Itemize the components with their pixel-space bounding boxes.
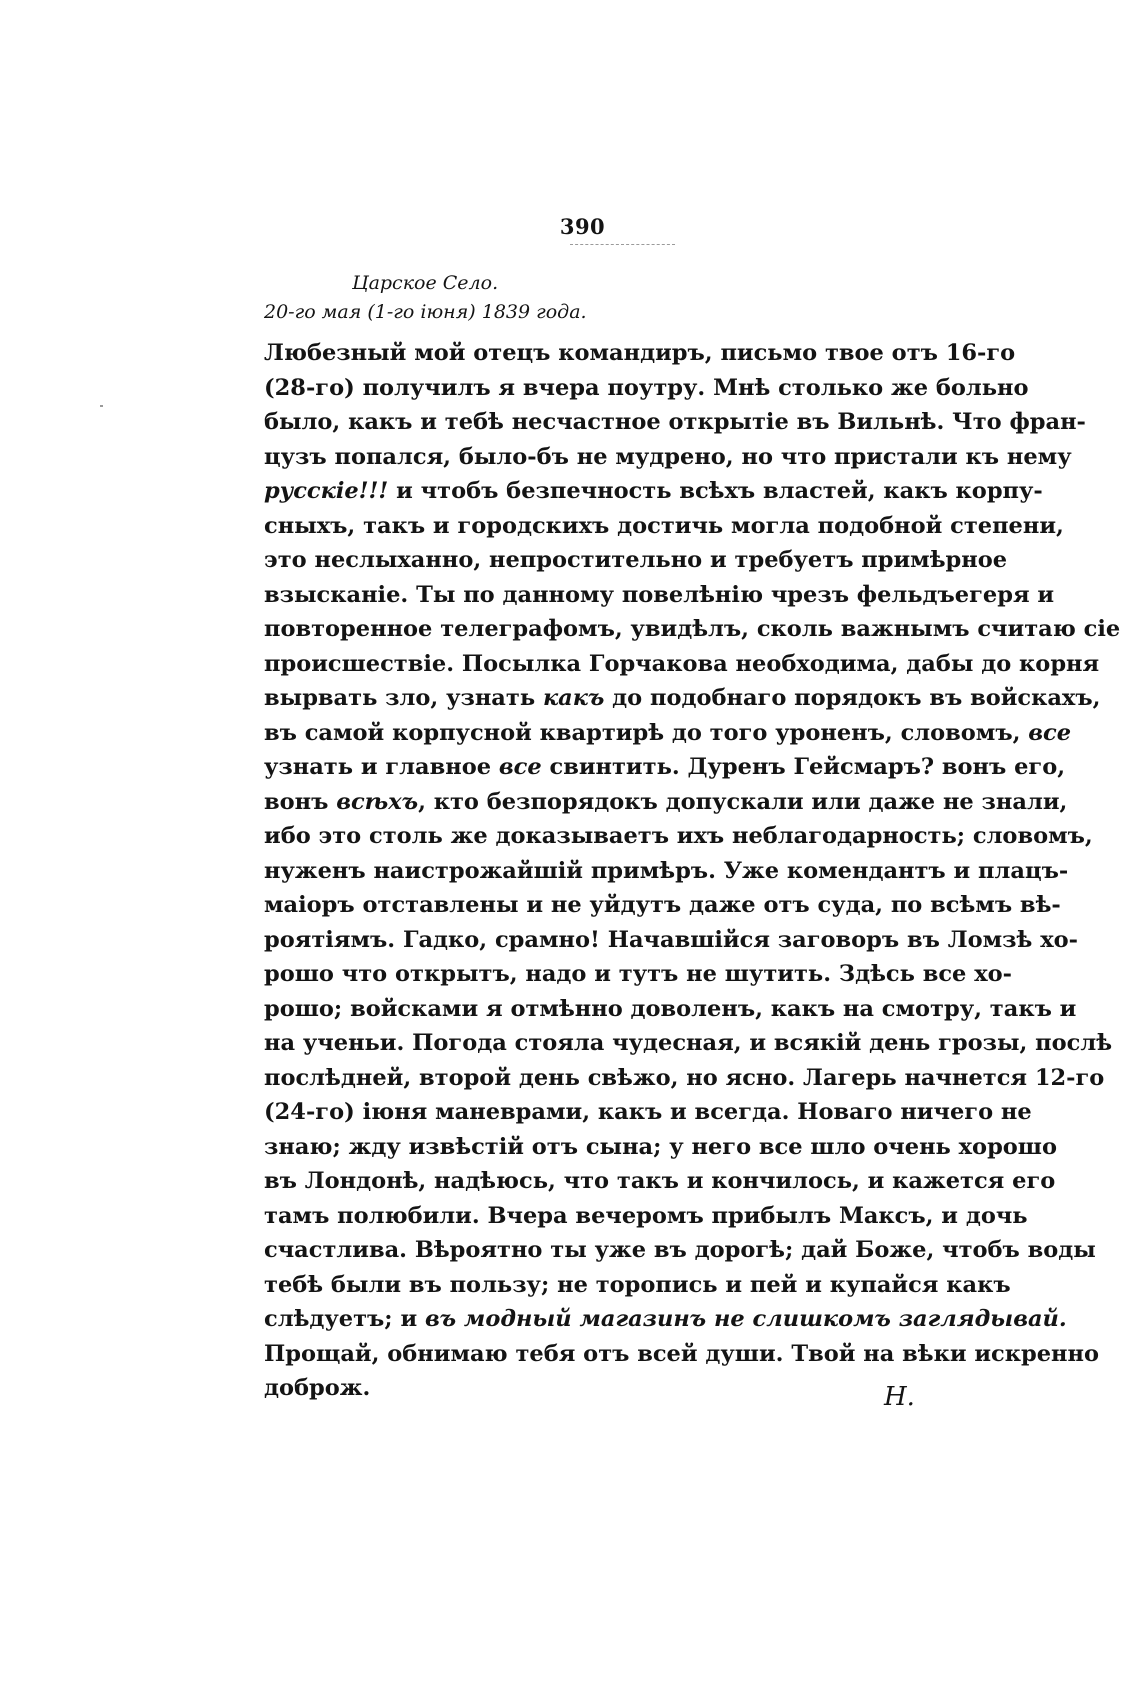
emphasized-text: все	[498, 754, 542, 780]
letter-line	[264, 1026, 1113, 1061]
letter-line	[264, 750, 1066, 785]
line-text: и чтобъ безпечность всѣхъ властей, какъ корпу-	[388, 478, 1043, 504]
line-text: послѣдней, второй день свѣжо, но ясно. Лагерь начнется 12-го	[264, 1064, 1105, 1091]
letter-line	[264, 992, 1077, 1027]
emphasized-text: все	[1028, 719, 1072, 746]
page-number-underline	[570, 244, 675, 245]
letter-line	[264, 1337, 1099, 1372]
line-text: Любезный мой отецъ командиръ, письмо твое отъ 16-го	[264, 340, 1016, 366]
heading-place: Царское Село.	[352, 272, 499, 294]
line-text: тамъ полюбили. Вчера вечеромъ прибылъ Максъ, и дочь	[264, 1202, 1028, 1229]
letter-line	[264, 1130, 1057, 1165]
line-text: рошо что открытъ, надо и тутъ не шутить. Здѣсь все хо-	[264, 961, 1012, 987]
line-text: взысканіе. Ты по данному повелѣнію чрезъ фельдъегеря и	[264, 581, 1055, 608]
line-text: доброж.	[264, 1375, 371, 1401]
emphasized-text: всѣхъ	[336, 788, 419, 815]
signature: Н.	[884, 1382, 915, 1412]
line-text: было, какъ и тебѣ несчастное открытіе въ Вильнѣ. Что фран-	[264, 409, 1086, 435]
letter-line	[264, 854, 1069, 889]
letter-line	[264, 923, 1078, 958]
line-text: узнать и главное	[264, 754, 499, 780]
letter-line	[264, 1061, 1105, 1096]
letter-body	[264, 336, 1121, 1406]
letter-line	[264, 1233, 1096, 1268]
letter-line	[264, 888, 1061, 923]
line-text: на ученьи. Погода стояла чудесная, и всякій день грозы, послѣ	[264, 1030, 1113, 1056]
line-text: въ самой корпусной квартирѣ до того уроненъ, словомъ,	[264, 719, 1029, 746]
letter-line	[264, 681, 1101, 716]
line-text: происшествіе. Посылка Горчакова необходима, дабы до корня	[264, 650, 1100, 677]
line-text: рошо; войсками я отмѣнно доволенъ, какъ на смотру, такъ и	[264, 995, 1077, 1022]
letter-line	[264, 336, 1016, 371]
letter-line	[264, 647, 1100, 682]
letter-line	[264, 440, 1072, 475]
line-text: ибо это столь же доказываетъ ихъ неблагодарность; словомъ,	[264, 823, 1093, 849]
letter-line	[264, 1199, 1028, 1234]
letter-line	[264, 1095, 1032, 1130]
line-text: (28-го) получилъ я вчера поутру. Мнѣ столько же больно	[264, 374, 1029, 401]
letter-line	[264, 509, 1064, 544]
line-text: знаю; жду извѣстій отъ сына; у него все шло очень хорошо	[264, 1133, 1057, 1160]
letter-line	[264, 819, 1093, 854]
letter-line	[264, 578, 1055, 613]
line-text: тебѣ были въ пользу; не торопись и пей и купайся какъ	[264, 1271, 1011, 1298]
emphasized-text: какъ	[542, 685, 605, 711]
letter-line	[264, 405, 1086, 440]
letter-line	[264, 543, 1008, 578]
line-text: цузъ попался, было-бъ не мудрено, но что пристали къ нему	[264, 443, 1072, 470]
line-text: повторенное телеграфомъ, увидѣлъ, сколь важнымъ считаю сіе	[264, 616, 1121, 642]
letter-line	[264, 1371, 967, 1406]
letter-line	[264, 785, 1068, 820]
line-text: нуженъ наистрожайшій примѣръ. Уже комендантъ и плацъ-	[264, 857, 1069, 884]
line-text: вырвать зло, узнать	[264, 685, 543, 711]
line-text: сныхъ, такъ и городскихъ достичь могла подобной степени,	[264, 512, 1064, 539]
letter-line	[264, 612, 1121, 647]
letter-line	[264, 474, 1043, 509]
margin-mark	[100, 405, 103, 407]
line-text: Прощай, обнимаю тебя отъ всей души. Твой на вѣки искренно	[264, 1340, 1099, 1367]
letter-line	[264, 371, 1029, 406]
letter-line	[264, 1268, 1011, 1303]
line-text: роятіямъ. Гадко, срамно! Начавшійся заговоръ въ Ломзѣ хо-	[264, 926, 1078, 953]
line-text: въ Лондонѣ, надѣюсь, что такъ и кончилось, и кажется его	[264, 1168, 1056, 1194]
line-text: вонъ	[264, 788, 337, 815]
line-text: , кто безпорядокъ допускали или даже не знали,	[418, 788, 1068, 815]
line-text: это неслыханно, непростительно и требуетъ примѣрное	[264, 547, 1008, 573]
letter-line	[264, 716, 1072, 751]
line-text: (24-го) іюня маневрами, какъ и всегда. Новаго ничего не	[264, 1099, 1032, 1125]
letter-line	[264, 957, 1012, 992]
emphasized-text: русскіе!!!	[264, 478, 389, 504]
line-text: свинтить. Дуренъ Гейсмаръ? вонъ его,	[541, 754, 1066, 780]
page-number: 390	[559, 214, 606, 239]
emphasized-text: въ модный магазинъ не слишкомъ заглядывай.	[424, 1306, 1067, 1332]
line-text: до подобнаго порядокъ въ войскахъ,	[604, 685, 1101, 711]
line-text: слѣдуетъ; и	[264, 1306, 425, 1332]
letter-line	[264, 1302, 1067, 1337]
letter-line	[264, 1164, 1056, 1199]
line-text: счастлива. Вѣроятно ты уже въ дорогѣ; дай Боже, чтобъ воды	[264, 1237, 1096, 1263]
heading-date: 20-го мая (1-го іюня) 1839 года.	[264, 301, 587, 323]
line-text: маіоръ отставлены и не уйдутъ даже отъ суда, по всѣмъ вѣ-	[264, 892, 1061, 918]
